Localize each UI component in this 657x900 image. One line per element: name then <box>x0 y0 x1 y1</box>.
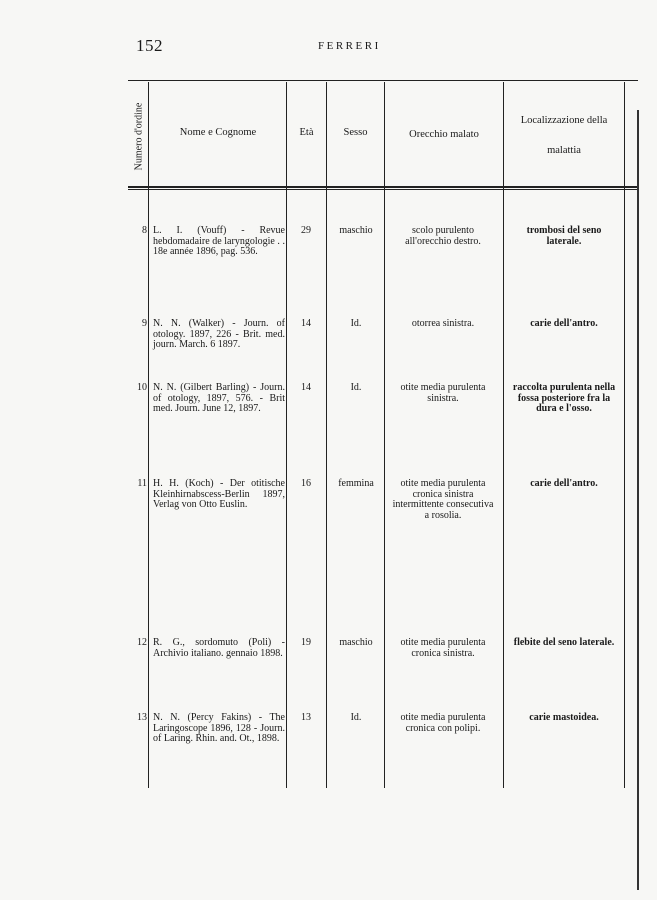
row-age: 13 <box>301 712 311 723</box>
row-number: 8 <box>142 225 147 236</box>
row-ear: scolo purulento all'orecchio destro. <box>405 225 481 247</box>
row-number: 11 <box>137 478 147 489</box>
row-localization: flebite del seno laterale. <box>513 637 615 648</box>
row-name: L. I. (Vouff) - Revue hebdomadaire de laryngologie . . 18e année 1896, pag. 536. <box>153 225 285 257</box>
header-orecchio: Orecchio malato <box>409 129 479 140</box>
table-header-rule-2 <box>128 189 638 190</box>
row-sex: maschio <box>339 225 373 236</box>
row-age: 14 <box>301 318 311 329</box>
header-localizzazione-1: Localizzazione della <box>520 115 608 126</box>
page-edge <box>637 110 639 890</box>
header-nome: Nome e Cognome <box>179 127 257 138</box>
row-ear: otite media purulenta cronica sinistra intermittente consecutiva a rosolia. <box>392 478 494 521</box>
row-sex: Id. <box>350 382 362 393</box>
row-number: 12 <box>137 637 147 648</box>
row-ear: otite media purulenta cronica con polipi. <box>400 712 486 734</box>
row-localization: carie mastoidea. <box>529 712 599 723</box>
running-head: FERRERI <box>318 40 381 52</box>
row-name: H. H. (Koch) - Der otitische Kleinhirnabscess-Berlin 1897, Verlag von Otto Euslin. <box>153 478 285 510</box>
row-age: 14 <box>301 382 311 393</box>
row-number: 13 <box>137 712 147 723</box>
row-ear: otite media purulenta cronica sinistra. <box>400 637 486 659</box>
row-number: 10 <box>137 382 147 393</box>
header-localizzazione-2: malattia <box>547 145 581 156</box>
row-sex: femmina <box>338 478 374 489</box>
row-name: N. N. (Gilbert Barling) - Journ. of otology, 1897, 576. - Brit med. Journ. June 12, 1897. <box>153 382 285 414</box>
row-number: 9 <box>142 318 147 329</box>
row-sex: Id. <box>350 318 362 329</box>
column-divider <box>326 82 327 788</box>
column-divider <box>624 82 625 788</box>
row-localization: raccolta purulenta nella fossa posteriore fra la dura e l'osso. <box>512 382 616 414</box>
row-localization: carie dell'antro. <box>530 318 598 329</box>
page-number: 152 <box>136 36 163 55</box>
row-localization: carie dell'antro. <box>530 478 598 489</box>
row-name: N. N. (Walker) - Journ. of otology. 1897, 226 - Brit. med. journ. March. 6 1897. <box>153 318 285 350</box>
column-divider <box>286 82 287 788</box>
row-sex: maschio <box>339 637 373 648</box>
row-sex: Id. <box>350 712 362 723</box>
row-age: 29 <box>301 225 311 236</box>
column-divider <box>384 82 385 788</box>
row-ear: otorrea sinistra. <box>411 318 475 329</box>
row-age: 19 <box>301 637 311 648</box>
row-localization: trombosi del seno laterale. <box>526 225 602 247</box>
row-name: R. G., sordomuto (Poli) - Archivio italiano. gennaio 1898. <box>153 637 285 659</box>
table-top-rule <box>128 80 638 81</box>
header-eta: Età <box>299 127 314 138</box>
column-divider <box>148 82 149 788</box>
header-sesso: Sesso <box>343 127 368 138</box>
row-ear: otite media purulenta sinistra. <box>400 382 486 404</box>
table-header-rule <box>128 186 638 188</box>
column-divider <box>503 82 504 788</box>
row-age: 16 <box>301 478 311 489</box>
header-numero: Numero d'ordine <box>133 102 145 170</box>
row-name: N. N. (Percy Fakins) - The Laringoscope 1896, 128 - Journ. of Laring. Rhin. and. Ot., 1898. <box>153 712 285 744</box>
